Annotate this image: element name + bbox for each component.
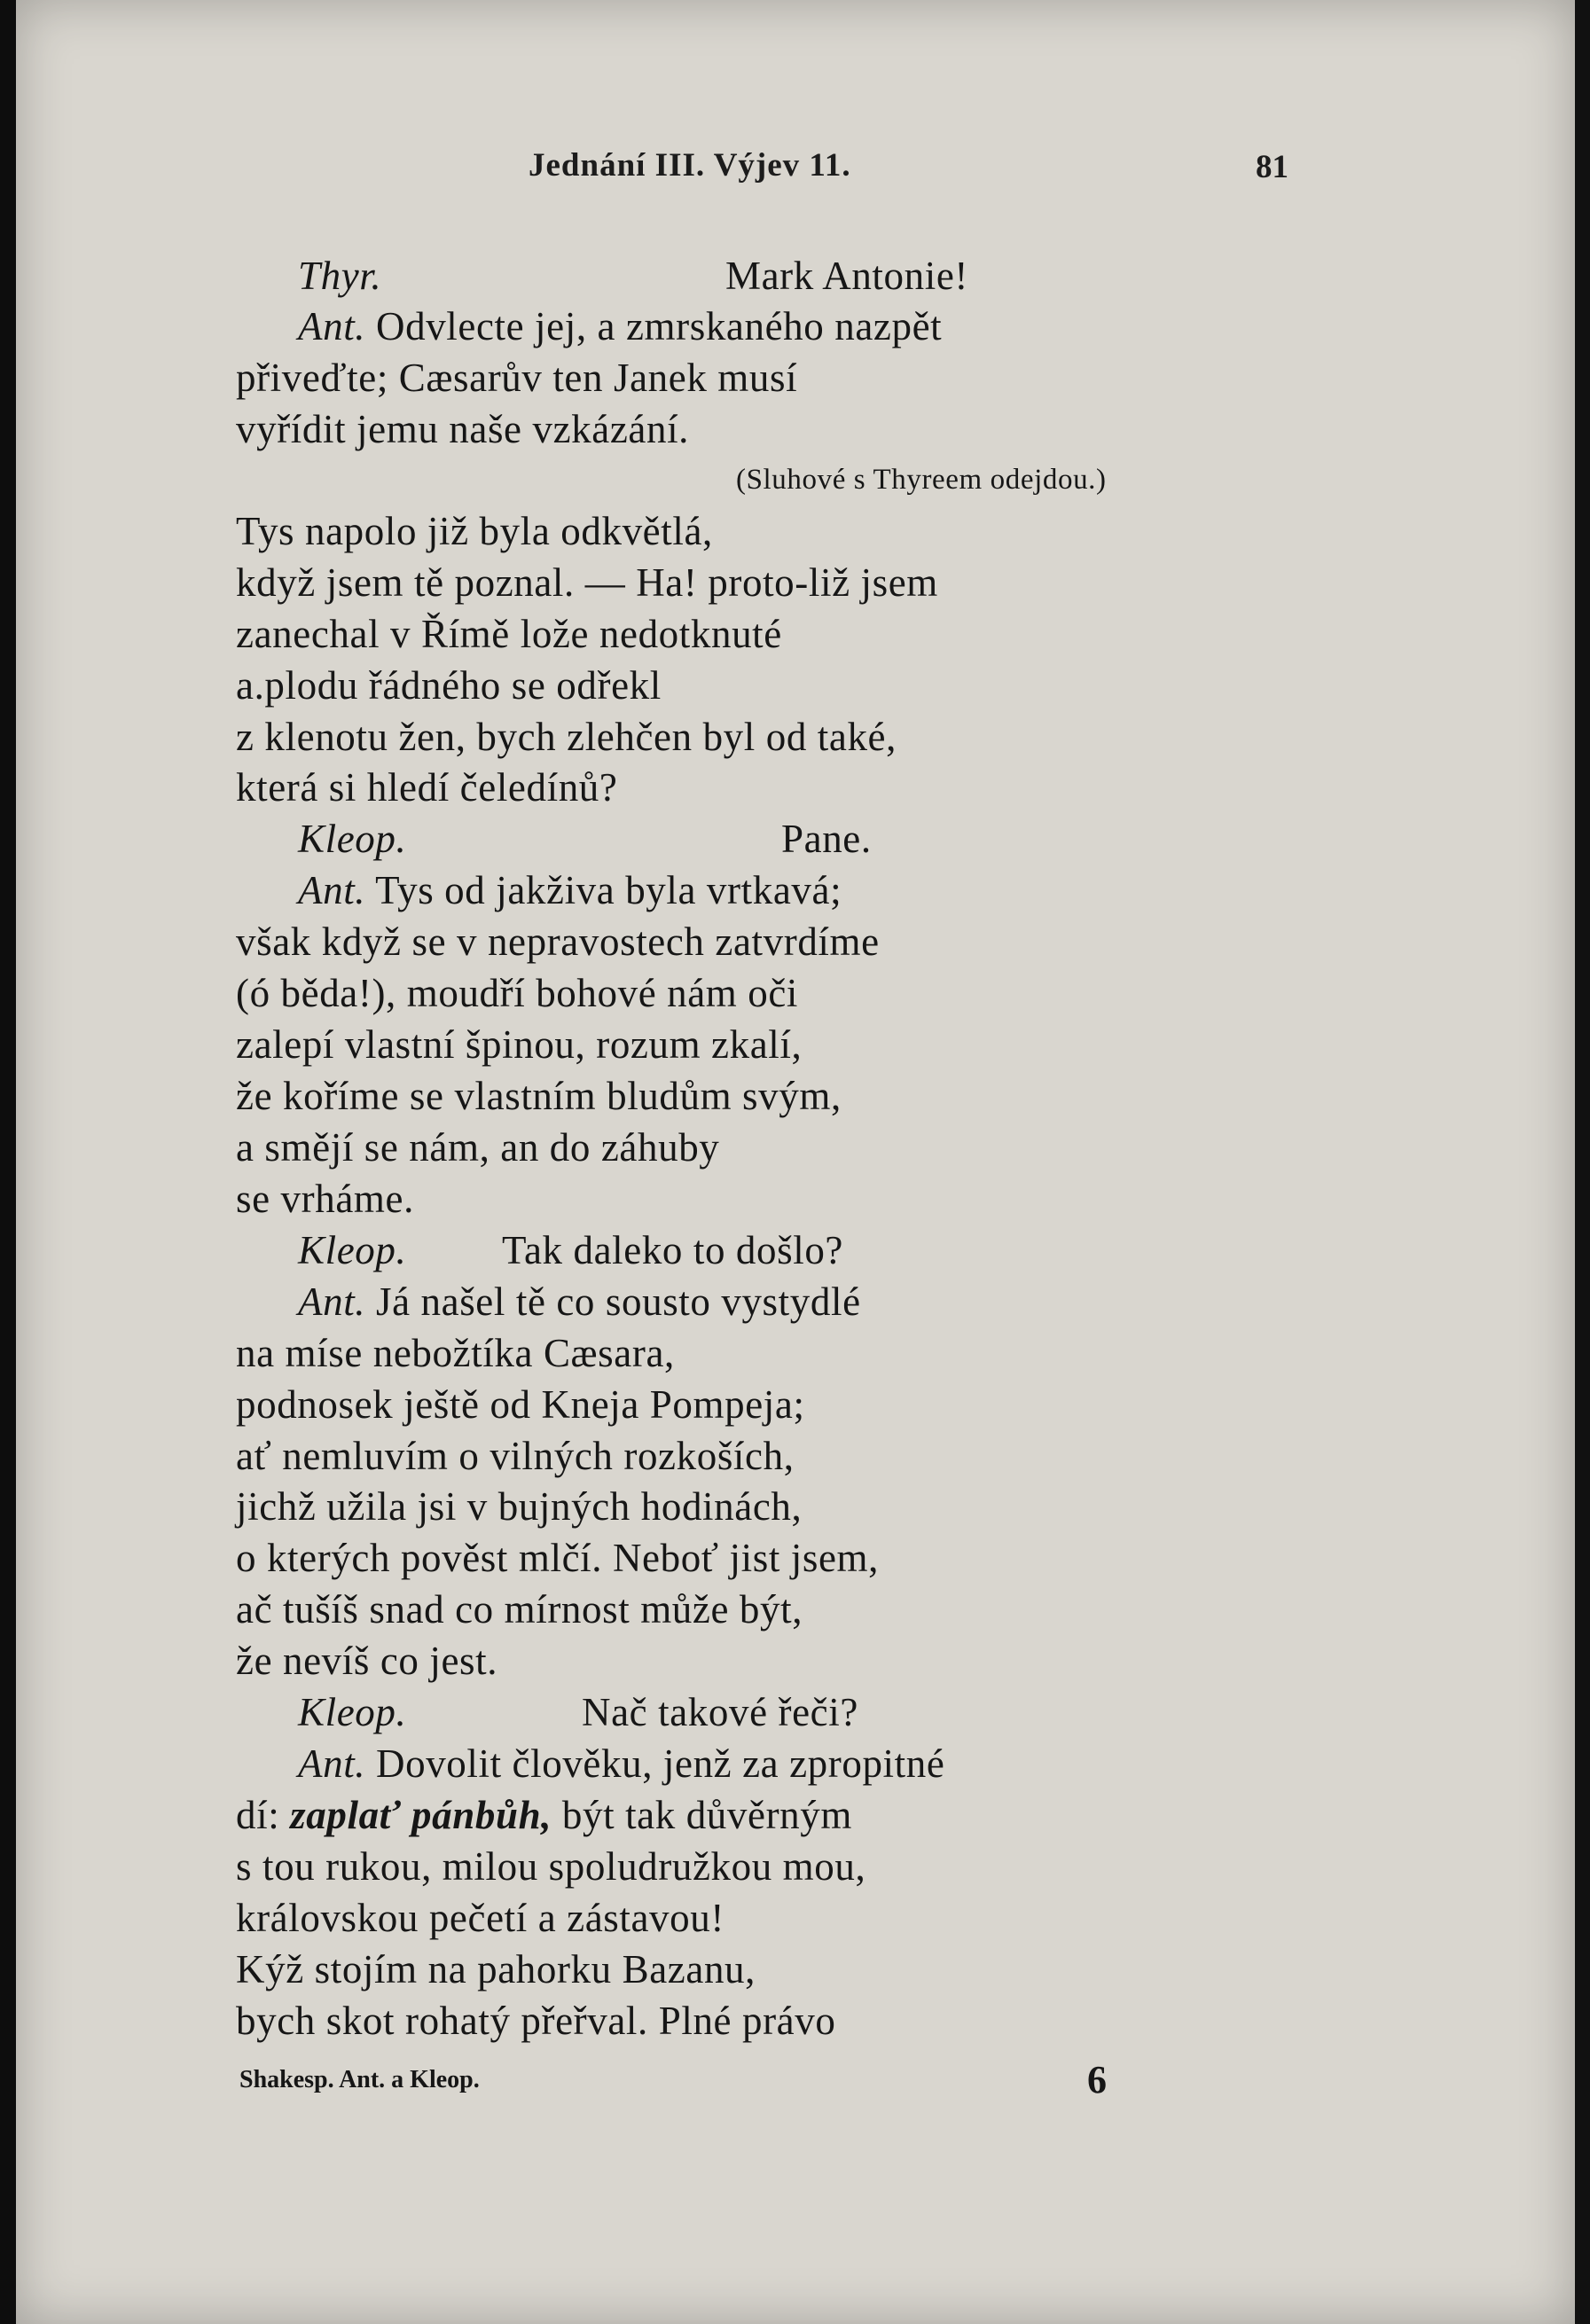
text-line [298, 1689, 858, 1735]
speaker-name: Ant. [298, 1279, 366, 1324]
speaker-name: Kleop. [298, 817, 407, 861]
text-line: Tys napolo již byla odkvětlá, [236, 509, 713, 553]
text-line: přiveďte; Cæsarův ten Janek musí [236, 356, 798, 400]
text-line [298, 303, 942, 349]
text-line: ač tušíš snad co mírnost může být, [236, 1587, 803, 1631]
speaker-name: Ant. [298, 868, 366, 912]
scan-right-edge [1575, 0, 1590, 2324]
dialogue-text: Dovolit člověku, jenž za zpropitné [365, 1741, 945, 1786]
text-line: však když se v nepravostech zatvrdíme [236, 919, 880, 964]
text-line: a smějí se nám, an do záhuby [236, 1125, 720, 1170]
book-page [16, 0, 1575, 2324]
dialogue-text: Pane. [781, 817, 872, 861]
text-line [298, 1227, 844, 1273]
scan-left-edge [0, 0, 16, 2324]
dialogue-text: Odvlecte jej, a zmrskaného nazpět [365, 304, 943, 348]
text-line [298, 816, 872, 862]
text-line [236, 1792, 852, 1838]
text-line: podnosek ještě od Kneja Pompeja; [236, 1382, 805, 1427]
text-line [298, 253, 968, 299]
text-line: bych skot rohatý přeřval. Plné právo [236, 1999, 836, 2043]
dialogue-text: Nač takové řeči? [582, 1690, 858, 1734]
text-line [298, 1279, 861, 1325]
signature-mark: 6 [1087, 2058, 1107, 2101]
text-line: zanechal v Římě lože nedotknuté [236, 612, 782, 656]
text-line: (ó běda!), moudří bohové nám oči [236, 971, 799, 1015]
text-line: o kterých pověst mlčí. Neboť jist jsem, [236, 1536, 880, 1580]
emphasized-phrase: zaplať pánbůh, [290, 1793, 552, 1837]
text-line: ať nemluvím o vilných rozkoších, [236, 1434, 795, 1478]
footer-label: Shakesp. Ant. a Kleop. [239, 2066, 480, 2093]
text-line: a.plodu řádného se odřekl [236, 663, 662, 708]
text-line: která si hledí čeledínů? [236, 765, 618, 810]
dialogue-text: Tys od jakživa byla vrtkavá; [365, 868, 842, 912]
text-line [298, 867, 842, 913]
text-line: vyřídit jemu naše vzkázání. [236, 407, 690, 451]
text-line: se vrháme. [236, 1177, 414, 1221]
text-line: zalepí vlastní špinou, rozum zkalí, [236, 1022, 803, 1067]
text-line [298, 1741, 944, 1787]
text-line: jichž užila jsi v bujných hodinách, [236, 1484, 803, 1529]
speaker-name: Ant. [298, 304, 366, 348]
page-number: 81 [1256, 149, 1288, 185]
speaker-name: Kleop. [298, 1690, 407, 1734]
dialogue-text: Tak daleko to došlo? [502, 1228, 844, 1272]
dialogue-text: Mark Antonie! [725, 254, 968, 298]
line-text: být tak důvěrným [552, 1793, 852, 1837]
text-line: když jsem tě poznal. — Ha! proto-liž jsem [236, 560, 938, 605]
text-line: z klenotu žen, bych zlehčen byl od také, [236, 715, 897, 759]
text-line: Kýž stojím na pahorku Bazanu, [236, 1947, 756, 1991]
running-head: Jednání III. Výjev 11. [529, 147, 851, 184]
speaker-name: Kleop. [298, 1228, 407, 1272]
page-header [16, 146, 1575, 200]
stage-direction: (Sluhové s Thyreem odejdou.) [736, 464, 1107, 496]
speaker-name: Ant. [298, 1741, 366, 1786]
text-line: na míse nebožtíka Cæsara, [236, 1331, 675, 1375]
line-text: dí: [236, 1793, 291, 1837]
text-line: s tou rukou, milou spoludružkou mou, [236, 1844, 866, 1889]
text-line: že koříme se vlastním bludům svým, [236, 1074, 842, 1118]
text-line: že nevíš co jest. [236, 1639, 498, 1683]
dialogue-text: Já našel tě co sousto vystydlé [365, 1279, 861, 1324]
text-line: královskou pečetí a zástavou! [236, 1896, 725, 1940]
speaker-name: Thyr. [298, 254, 382, 298]
